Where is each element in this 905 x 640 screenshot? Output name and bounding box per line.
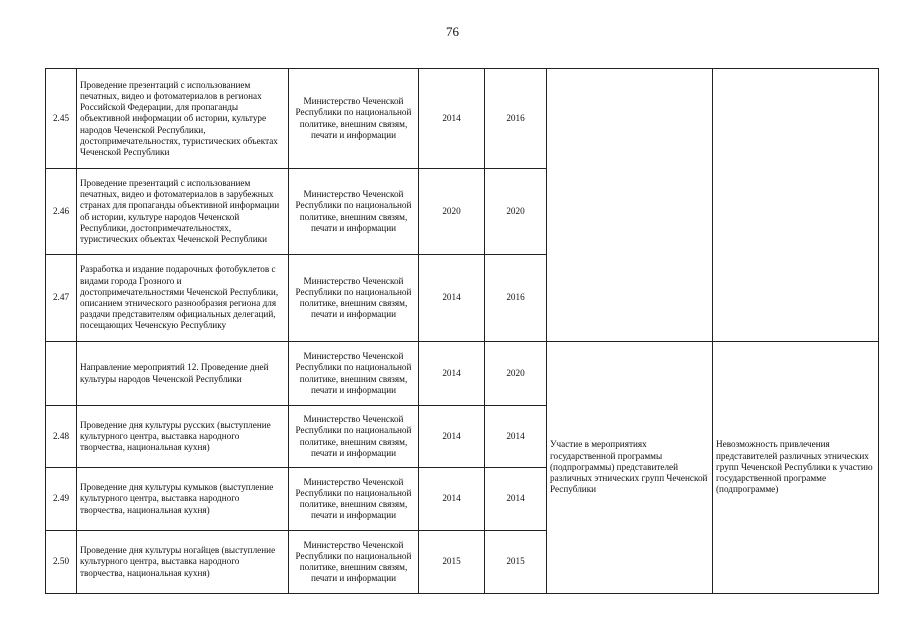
executor: Министерство Чеченской Республики по национальной политике, внешним связям, печати и информации (289, 531, 419, 594)
row-number: 2.47 (46, 255, 77, 342)
start-year: 2020 (419, 169, 485, 255)
activity-name: Разработка и издание подарочных фотобуклетов с видами города Грозного и достопримечательностями Чеченской Республики, описанием этнического разнообразия региона для раздачи представителям официальных делегаций, посещающих Чеченскую Республику (77, 255, 289, 342)
executor: Министерство Чеченской Республики по национальной политике, внешним связям, печати и информации (289, 169, 419, 255)
end-year: 2014 (485, 406, 547, 468)
table-row (46, 342, 879, 406)
program-activities-table (45, 68, 879, 594)
end-year: 2016 (485, 69, 547, 169)
page-number: 76 (446, 24, 459, 39)
activity-name: Проведение презентаций с использованием печатных, видео и фотоматериалов в зарубежных странах для пропаганды объективной информации об истории, культуре народов Чеченской Республики, достопримечательностях, туристических объектах Чеченской Республики (77, 169, 289, 255)
executor: Министерство Чеченской Республики по национальной политике, внешним связям, печати и информации (289, 69, 419, 169)
end-year: 2020 (485, 342, 547, 406)
executor: Министерство Чеченской Республики по национальной политике, внешним связям, печати и информации (289, 342, 419, 406)
start-year: 2015 (419, 531, 485, 594)
risk-description: Невозможность привлечения представителей различных этнических групп Чеченской Республики к участию государственной программе (подпрограмме) (713, 342, 879, 594)
start-year: 2014 (419, 69, 485, 169)
activity-name: Проведение презентаций с использованием печатных, видео и фотоматериалов в регионах Российской Федерации, для пропаганды объективной информации об истории, культуре народов Чеченской Республики, достопримечательностях, туристических объектах Чеченской Республики (77, 69, 289, 169)
executor: Министерство Чеченской Республики по национальной политике, внешним связям, печати и информации (289, 406, 419, 468)
row-number: 2.48 (46, 406, 77, 468)
end-year: 2014 (485, 468, 547, 531)
row-number (46, 342, 77, 406)
table-row (46, 69, 879, 169)
start-year: 2014 (419, 342, 485, 406)
expected-result: Участие в мероприятиях государственной программы (подпрограммы) представителей различных этнических групп Чеченской Республики (547, 342, 713, 594)
direction-name: Направление мероприятий 12. Проведение дней культуры народов Чеченской Республики (77, 342, 289, 406)
start-year: 2014 (419, 406, 485, 468)
row-number: 2.45 (46, 69, 77, 169)
risk-cell-empty (713, 69, 879, 342)
executor: Министерство Чеченской Республики по национальной политике, внешним связям, печати и информации (289, 255, 419, 342)
row-number: 2.50 (46, 531, 77, 594)
executor: Министерство Чеченской Республики по национальной политике, внешним связям, печати и информации (289, 468, 419, 531)
end-year: 2016 (485, 255, 547, 342)
row-number: 2.49 (46, 468, 77, 531)
activity-name: Проведение дня культуры ногайцев (выступление культурного центра, выставка народного творчества, национальная кухня) (77, 531, 289, 594)
end-year: 2015 (485, 531, 547, 594)
activity-name: Проведение дня культуры кумыков (выступление культурного центра, выставка народного творчества, национальная кухня) (77, 468, 289, 531)
end-year: 2020 (485, 169, 547, 255)
start-year: 2014 (419, 468, 485, 531)
activity-name: Проведение дня культуры русских (выступление культурного центра, выставка народного творчества, национальная кухня) (77, 406, 289, 468)
start-year: 2014 (419, 255, 485, 342)
result-cell-empty (547, 69, 713, 342)
row-number: 2.46 (46, 169, 77, 255)
